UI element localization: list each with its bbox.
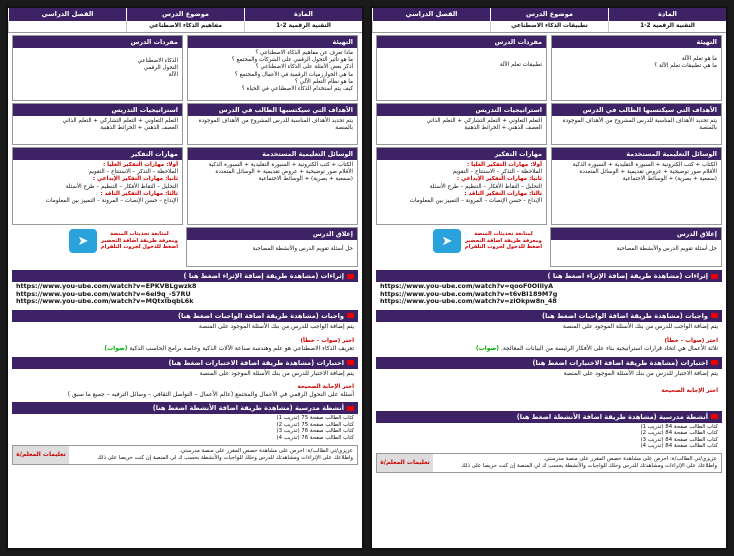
teacher-notes-title: تعليمات المعلم/ة [377, 454, 433, 472]
homework-question: تعريف الذكاء الاصطناعي هو علم وهندسة صناعة الآلات الذكية وخاصة برامج الحاسب الذكية [129, 345, 354, 353]
thinking-level-3-text: الإبداع – حسن الإنصات – المرونة – التمييز بين المعلومات [409, 198, 542, 205]
semester-label: الفصل الدراسي [372, 8, 490, 21]
homework-title[interactable]: واجبات (مشاهدة طريقة اضافة الواجبات اضغط هنا) [541, 311, 708, 320]
thinking-level-1-text: الملاحظة – التذكر – الاستنتاج – التقويم [88, 169, 178, 176]
thinking-level-3: ثالثا: مهارات التفكير الناقد : [464, 190, 542, 197]
youtube-icon[interactable] [347, 406, 354, 411]
telegram-text[interactable]: لمتابعة تحديثات المنصة ومعرفة طريقة اضافة التحضير اضغط للدخول لجروب التلقرام [100, 231, 178, 251]
header-values [372, 21, 726, 33]
semester-value [372, 21, 490, 32]
closing-text: حل أسئلة تقويم الدرس والأنشطة المصاحبة [252, 246, 353, 252]
goals-box [187, 103, 358, 145]
lesson-items-box [376, 35, 547, 101]
lesson-plan-page-1 [6, 6, 364, 550]
aids-title: الوسائل التعليمية المستخدمة [188, 148, 357, 160]
thinking-title: مهارات التفكير [377, 148, 546, 160]
telegram-box[interactable] [12, 227, 182, 267]
tests-section [12, 357, 358, 399]
subject-label: المادة [244, 8, 362, 21]
thinking-box [376, 147, 547, 225]
activities-section [376, 411, 722, 451]
homework-choose: اختر (صواب – خطأ) [664, 338, 718, 345]
telegram-icon[interactable]: ➤ [433, 229, 461, 253]
homework-choose: اختر (صواب – خطأ) [300, 338, 354, 345]
enrichment-link[interactable]: https://www.you-ube.com/watch?v=t6vBI189M7g [380, 289, 558, 298]
activity-item: كتاب الطالب صفحة 84 (تدريب 1) [640, 423, 718, 430]
closing-title: إغلاق الدرس [551, 228, 721, 240]
strategies-box [12, 103, 183, 145]
aids-box [187, 147, 358, 225]
tests-text: يتم إضافة الاختبار للدرس من بنك الأسئلة الموجود على المنصة [563, 369, 718, 377]
semester-label: الفصل الدراسي [8, 8, 126, 21]
homework-section [12, 310, 358, 354]
thinking-level-2: ثانيا: مهارات التفكير الإبداعي : [92, 176, 178, 183]
intro-box [551, 35, 722, 101]
youtube-icon[interactable] [347, 274, 354, 279]
intro-text: ما هو تعلم الآلة ما هي تطبيقات تعلم الآلة ؟ [654, 56, 717, 70]
activity-item: كتاب الطالب صفحة 75 (تدريب 1) [276, 415, 354, 422]
strategies-title: استراتيجيات التدريس [13, 104, 182, 116]
lesson-items-text: تطبيقات تعلم الآلة [499, 62, 542, 68]
intro-title: التهيئة [188, 36, 357, 48]
enrichment-section [12, 270, 358, 307]
youtube-icon[interactable] [711, 313, 718, 318]
thinking-title: مهارات التفكير [13, 148, 182, 160]
enrichment-link[interactable]: https://www.you-ube.com/watch?v=6ei9q_-S7RU [16, 289, 191, 298]
subject-value: التقنية الرقمية 2-1 [244, 21, 362, 32]
topic-label: موضوع الدرس [490, 8, 608, 21]
telegram-box[interactable] [376, 227, 546, 267]
lesson-items-box [12, 35, 183, 101]
intro-box [187, 35, 358, 101]
activities-title[interactable]: أنشطة مدرسية (مشاهدة طريقة اضافة الأنشطة اضغط هنا) [152, 404, 344, 413]
intro-text: ماذا تعرف عن مفاهيم الذكاء الاصطناعي ؟ ما هو تأثير التحول الرقمي على الشركات والمجتمع ؟ أذكر بعض الأمثلة على الذكاء الاصطناعي ؟ ما هي الخوارزميات الرقمية في الأعمال والمجتمع ؟ ما هو نظام التعلم الآلي ؟ كيف يتم استخدام الذكاء الاصطناعي في الحياة ؟ [231, 50, 353, 93]
youtube-icon[interactable] [347, 313, 354, 318]
lesson-items-title: مفردات الدرس [13, 36, 182, 48]
teacher-notes-text: عزيزي/تي الطالب/ة: احرص على مشاهدة حصص المقرر على منصة مدرستي. واطلاعك على الإثراءات ومشاهدتك للدرس وحلك للواجبات والأنشطة بحسب ك لي المنصة إن كنت حريصا على ذلك [461, 455, 717, 469]
goals-title: الأهداف التي سيكتسبها الطالب في الدرس [188, 104, 357, 116]
youtube-icon[interactable] [711, 414, 718, 419]
homework-section [376, 310, 722, 354]
enrichment-title[interactable]: إثراءات (مشاهدة طريقة إضافة الإثراء اضغط هنا ) [547, 272, 708, 280]
tests-choose: اختر الإجابة الصحيحة [661, 387, 718, 394]
closing-box [550, 227, 722, 267]
homework-question: ثلاثة الأعمال هي اتخاذ قرارات استراتيجية بناء على الأفكار الرئيسة من البيانات المعالجة. [500, 345, 718, 353]
enrichment-section [376, 270, 722, 307]
strategies-title: استراتيجيات التدريس [377, 104, 546, 116]
subject-label: المادة [608, 8, 726, 21]
telegram-icon[interactable]: ➤ [69, 229, 97, 253]
enrichment-title[interactable]: إثراءات (مشاهدة طريقة إضافة الإثراء اضغط هنا ) [183, 272, 344, 280]
lesson-items-title: مفردات الدرس [377, 36, 546, 48]
tests-choose: اختر الإجابة الصحيحة [297, 383, 354, 390]
goals-title: الأهداف التي سيكتسبها الطالب في الدرس [552, 104, 721, 116]
goals-box [551, 103, 722, 145]
aids-text: الكتاب + كتب الكترونية + السبورة التقليدية + السبورة الذكية الأقلام صور توضيحية + عروض تقديمية + الوسائل المتعددة (سمعية + بصرية) + الوسائط الاجتماعية [208, 162, 353, 183]
teacher-notes-text: عزيزي/تي الطالب/ة: احرص على مشاهدة حصص المقرر على منصة مدرستي. واطلاعك على الإثراءات ومشاهدتك للدرس وحلك للواجبات والأنشطة بحسب ك لي المنصة إن كنت حريصا على ذلك [97, 447, 353, 461]
header-row [8, 8, 362, 21]
thinking-level-2: ثانيا: مهارات التفكير الإبداعي : [456, 176, 542, 183]
telegram-text[interactable]: لمتابعة تحديثات المنصة ومعرفة طريقة اضافة التحضير اضغط للدخول لجروب التلقرام [464, 231, 542, 251]
aids-text: الكتاب + كتب الكترونية + السبورة التقليدية + السبورة الذكية الأقلام صور توضيحية + عروض تقديمية + الوسائل المتعددة (سمعية + بصرية) + الوسائط الاجتماعية [572, 162, 717, 183]
tests-title[interactable]: اختبارات (مشاهدة طريقة اضافة الاختبارات اضغط هنا) [532, 358, 708, 367]
teacher-notes-title: تعليمات المعلم/ة [13, 446, 69, 464]
enrichment-link[interactable]: https://www.you-ube.com/watch?v=ziOkpw8n_48 [380, 297, 557, 306]
intro-title: التهيئة [552, 36, 721, 48]
homework-text: يتم إضافة الواجب للدرس من بنك الأسئلة الموجود على المنصة [198, 322, 354, 330]
semester-value [8, 21, 126, 32]
header-values [8, 21, 362, 33]
thinking-level-3-text: الإبداع – حسن الإنصات – المرونة – التمييز بين المعلومات [45, 198, 178, 205]
enrichment-link[interactable]: https://www.you-ube.com/watch?v=EPKVBLgwzk8 [16, 282, 197, 290]
activity-item: كتاب الطالب صفحة 84 (تدريب 3) [640, 436, 718, 443]
lesson-plan-page-2 [370, 6, 728, 550]
tests-title[interactable]: اختبارات (مشاهدة طريقة اضافة الاختبارات اضغط هنا) [168, 358, 344, 367]
activity-item: كتاب الطالب صفحة 76 (تدريب 4) [276, 434, 354, 441]
tests-text: يتم إضافة الاختبار للدرس من بنك الأسئلة الموجود على المنصة [199, 369, 354, 377]
strategies-text: التعلم التعاوني + التعلم التشاركي + التعلم الذاتي العصف الذهني + الخرائط الذهنية [426, 118, 542, 132]
thinking-level-2-text: التحليل – التقاط الأفكار – التنظيم – طرح الأسئلة [429, 183, 542, 190]
activity-item: كتاب الطالب صفحة 84 (تدريب 2) [640, 430, 718, 437]
thinking-level-3: ثالثا: مهارات التفكير الناقد : [100, 190, 178, 197]
lesson-items-text: الذكاء الاصطناعي التحول الرقمي الآلة [137, 58, 178, 79]
homework-answer: (صواب) [104, 345, 128, 353]
thinking-level-2-text: التحليل – التقاط الأفكار – التنظيم – طرح الأسئلة [65, 183, 178, 190]
closing-box [186, 227, 358, 267]
closing-text: حل أسئلة تقويم الدرس والأنشطة المصاحبة [616, 246, 717, 252]
strategies-text: التعلم التعاوني + التعلم التشاركي + التعلم الذاتي العصف الذهني + الخرائط الذهنية [62, 118, 178, 132]
homework-text: يتم إضافة الواجب للدرس من بنك الأسئلة الموجود على المنصة [562, 322, 718, 330]
tests-section [376, 357, 722, 408]
activity-item: كتاب الطالب صفحة 84 (تدريب 4) [640, 443, 718, 450]
teacher-notes [12, 445, 358, 465]
aids-title: الوسائل التعليمية المستخدمة [552, 148, 721, 160]
topic-label: موضوع الدرس [126, 8, 244, 21]
thinking-box [12, 147, 183, 225]
topic-value: مفاهيم الذكاء الاصطناعي [126, 21, 244, 32]
enrichment-link[interactable]: https://www.you-ube.com/watch?v=qooF0OIllyA [380, 282, 554, 290]
thinking-level-1: أولا: مهارات التفكير العليا : [102, 162, 178, 168]
strategies-box [376, 103, 547, 145]
thinking-level-1: أولا: مهارات التفكير العليا : [466, 162, 542, 168]
activities-title[interactable]: أنشطة مدرسية (مشاهدة طريقة اضافة الأنشطة اضغط هنا) [516, 412, 708, 421]
tests-question: أسئلة على التحول الرقمي في الأعمال والمجتمع (عالم الأعمال – التواصل الثقافي – وسائل الترفيه – جميع ما سبق ) [67, 390, 354, 398]
homework-title[interactable]: واجبات (مشاهدة طريقة اضافة الواجبات اضغط هنا) [177, 311, 344, 320]
header-row [372, 8, 726, 21]
subject-value: التقنية الرقمية 2-1 [608, 21, 726, 32]
youtube-icon[interactable] [347, 360, 354, 365]
aids-box [551, 147, 722, 225]
activities-section [12, 402, 358, 442]
youtube-icon[interactable] [711, 360, 718, 365]
teacher-notes [376, 453, 722, 473]
activity-item: كتاب الطالب صفحة 76 (تدريب 3) [276, 428, 354, 435]
homework-answer: (صواب) [475, 345, 499, 353]
youtube-icon[interactable] [711, 274, 718, 279]
enrichment-link[interactable]: https://www.you-ube.com/watch?v=MQtxIbqbL6k [16, 297, 194, 306]
activity-item: كتاب الطالب صفحة 75 (تدريب 2) [276, 421, 354, 428]
thinking-level-1-text: الملاحظة – التذكر – الاستنتاج – التقويم [452, 169, 542, 176]
closing-title: إغلاق الدرس [187, 228, 357, 240]
goals-text: يتم تحديد الأهداف المناسبة للدرس المشروح من الأهداف الموجودة بالمنصة [562, 118, 717, 132]
topic-value: تطبيقات الذكاء الاصطناعي [490, 21, 608, 32]
goals-text: يتم تحديد الأهداف المناسبة للدرس المشروح من الأهداف الموجودة بالمنصة [198, 118, 353, 132]
